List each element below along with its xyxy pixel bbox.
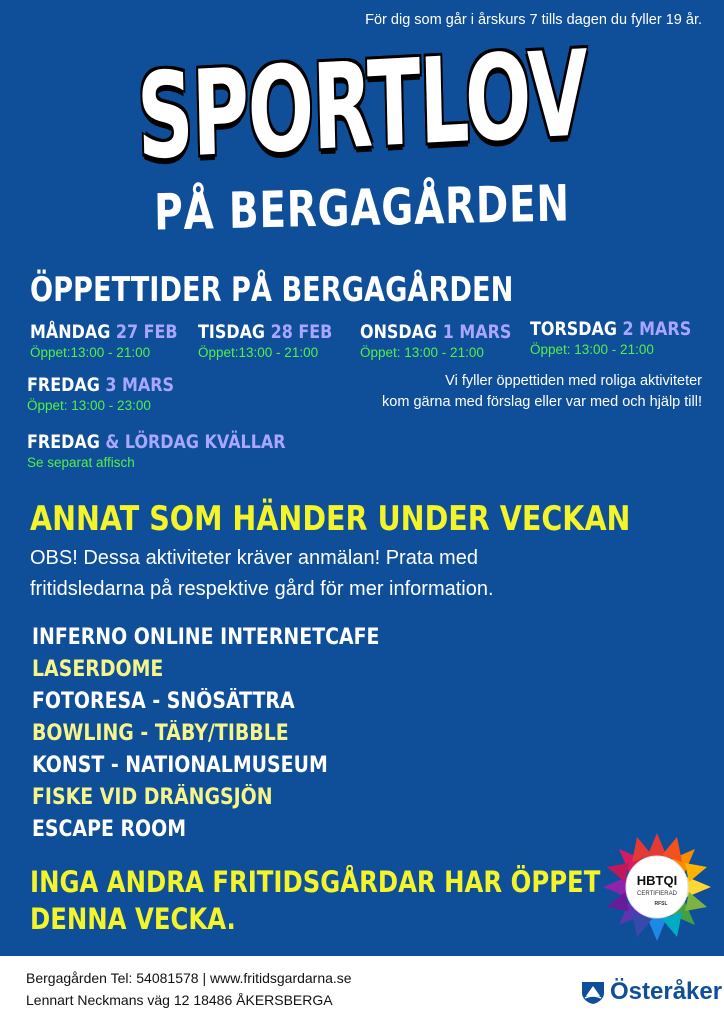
- obs-line: OBS! Dessa aktiviteter kräver anmälan! Prata med: [30, 547, 478, 569]
- day-label: FREDAG: [27, 374, 100, 396]
- activity-item: INFERNO ONLINE INTERNETCAFE: [32, 625, 380, 650]
- poster-title: SPORTLOV: [135, 24, 589, 186]
- poster-subtitle: PÅ BERGAGÅRDEN: [153, 174, 571, 242]
- day-hours: Öppet:13:00 - 21:00: [30, 345, 151, 360]
- day-label: MÅNDAG: [30, 321, 111, 343]
- day-tuesday: [198, 321, 332, 343]
- day-date: 2 MARS: [622, 318, 692, 340]
- badge-title: HBTQI: [636, 873, 678, 888]
- day-friday: [27, 374, 174, 396]
- evenings-note: Se separat affisch: [27, 455, 135, 470]
- badge-subtitle: CERTIFIERAD: [637, 891, 677, 897]
- day-date: 1 MARS: [442, 321, 512, 343]
- activity-item: LASERDOME: [32, 657, 164, 682]
- day-label: TORSDAG: [530, 318, 617, 340]
- osteraker-logo: [580, 978, 722, 1006]
- intro-text: För dig som går i årskurs 7 tills dagen du fyller 19 år.: [365, 12, 702, 28]
- activities-note: [282, 371, 702, 413]
- hbtqi-certified-badge: [603, 833, 711, 941]
- opening-hours-heading: ÖPPETTIDER PÅ BERGAGÅRDEN: [30, 270, 514, 310]
- note-line: kom gärna med förslag eller var med och hjälp till!: [382, 394, 702, 410]
- obs-line: fritidsledarna på respektive gård för mer information.: [30, 578, 494, 600]
- closing-line: DENNA VECKA.: [30, 902, 236, 936]
- activity-item: ESCAPE ROOM: [32, 817, 187, 842]
- day-hours: Öppet: 13:00 - 23:00: [27, 398, 151, 413]
- day-hours: Öppet: 13:00 - 21:00: [360, 345, 484, 360]
- obs-text: [30, 543, 670, 605]
- evenings-heading: [27, 431, 286, 453]
- activity-item: FOTORESA - SNÖSÄTTRA: [32, 689, 295, 714]
- activity-item: KONST - NATIONALMUSEUM: [32, 753, 328, 778]
- evenings-day: FREDAG: [27, 431, 100, 453]
- evenings-rest: & LÖRDAG KVÄLLAR: [105, 431, 286, 453]
- brand-name: Österåker: [610, 978, 723, 1005]
- closing-line: INGA ANDRA FRITIDSGÅRDAR HAR ÖPPET: [30, 865, 601, 899]
- day-label: ONSDAG: [360, 321, 438, 343]
- day-date: 28 FEB: [270, 321, 333, 343]
- day-wednesday: [360, 321, 511, 343]
- osteraker-shield-icon: [580, 979, 606, 1005]
- day-monday: [30, 321, 178, 343]
- note-line: Vi fyller öppettiden med roliga aktiviteter: [445, 373, 702, 389]
- footer-contact: Bergagården Tel: 54081578 | www.fritidsgardarna.se: [26, 970, 352, 986]
- activity-item: FISKE VID DRÄNGSJÖN: [32, 785, 273, 810]
- activity-item: BOWLING - TÄBY/TIBBLE: [32, 721, 289, 746]
- day-date: 27 FEB: [115, 321, 178, 343]
- footer-address: Lennart Neckmans väg 12 18486 ÅKERSBERGA: [26, 992, 333, 1008]
- day-hours: Öppet:13:00 - 21:00: [198, 345, 319, 360]
- badge-org: RFSL: [654, 901, 668, 907]
- day-hours: Öppet: 13:00 - 21:00: [530, 342, 654, 357]
- day-label: TISDAG: [198, 321, 266, 343]
- week-heading: ANNAT SOM HÄNDER UNDER VECKAN: [30, 499, 631, 539]
- day-date: 3 MARS: [105, 374, 175, 396]
- day-thursday: [530, 318, 691, 340]
